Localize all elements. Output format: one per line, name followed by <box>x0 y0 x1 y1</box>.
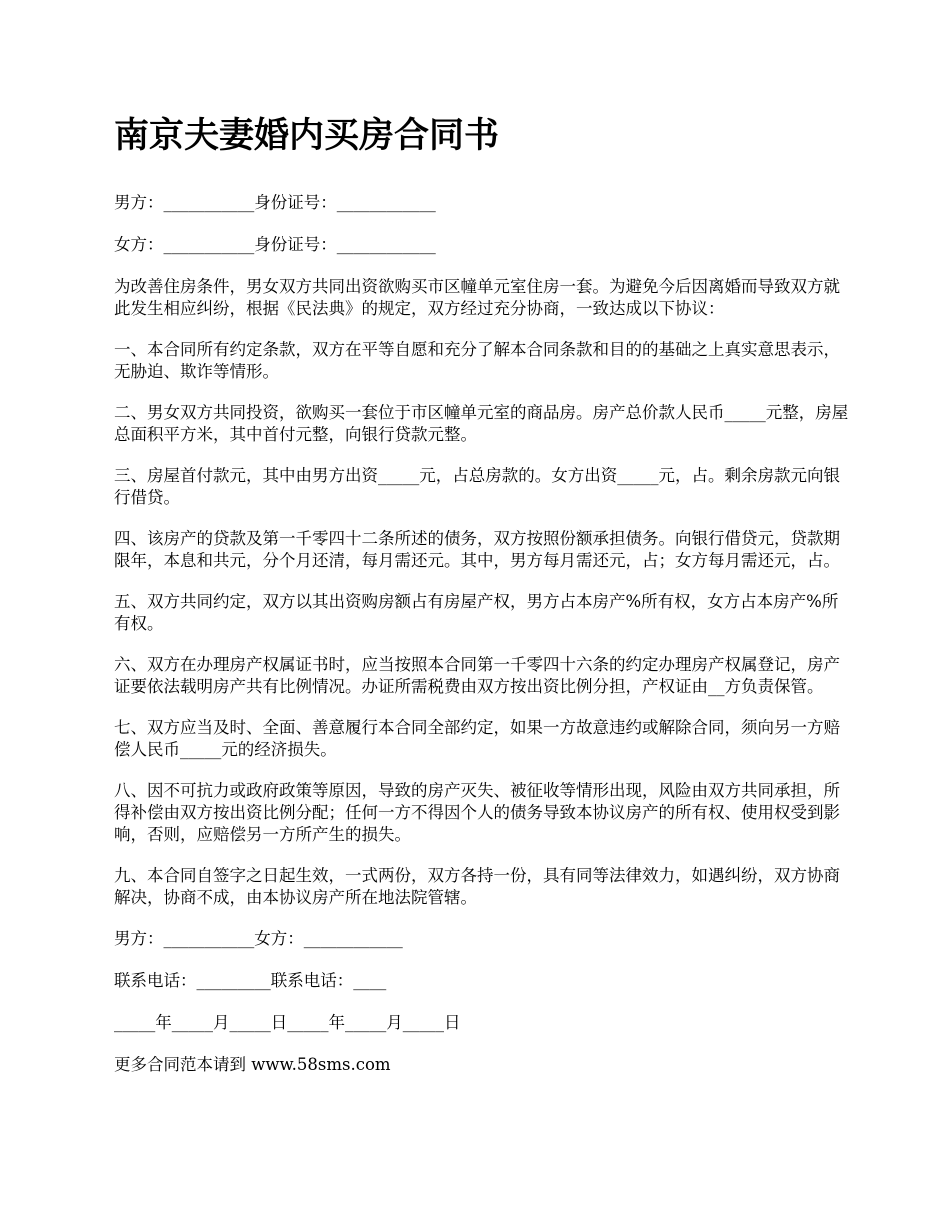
female-party-line: 女方：___________身份证号：____________ <box>114 235 436 254</box>
document-title: 南京夫妻婚内买房合同书 <box>114 115 500 156</box>
clause-4: 四、该房产的贷款及第一千零四十二条所述的债务，双方按照份额承担债务。向银行借贷元，贷款期限年，本息和共元，分个月还清，每月需还元。其中，男方每月需还元，占；女方每月需还元，占。 <box>114 529 840 570</box>
date-line: _____年_____月_____日_____年_____月_____日 <box>114 1013 461 1032</box>
clause-7: 七、双方应当及时、全面、善意履行本合同全部约定，如果一方故意违约或解除合同，须向另一方赔偿人民币_____元的经济损失。 <box>114 718 840 759</box>
clause-3: 三、房屋首付款元，其中由男方出资_____元，占总房款的。女方出资_____元，占。剩余房款元向银行借贷。 <box>114 466 840 507</box>
footer-note: 更多合同范本请到 www.58sms.com <box>114 1055 391 1074</box>
clause-8: 八、因不可抗力或政府政策等原因，导致的房产灭失、被征收等情形出现，风险由双方共同承担，所得补偿由双方按出资比例分配；任何一方不得因个人的债务导致本协议房产的所有权、使用权受到影响，否则，应赔偿另一方所产生的损失。 <box>114 781 840 844</box>
intro-paragraph: 为改善住房条件，男女双方共同出资欲购买市区幢单元室住房一套。为避免今后因离婚而导致双方就此发生相应纠纷，根据《民法典》的规定，双方经过充分协商，一致达成以下协议： <box>114 277 840 318</box>
clause-1: 一、本合同所有约定条款，双方在平等自愿和充分了解本合同条款和目的的基础之上真实意思表示，无胁迫、欺诈等情形。 <box>114 340 840 381</box>
male-party-line: 男方：___________身份证号：____________ <box>114 193 436 212</box>
clause-2: 二、男女双方共同投资，欲购买一套位于市区幢单元室的商品房。房产总价款人民币_____元整，房屋总面积平方米，其中首付元整，向银行贷款元整。 <box>114 403 849 444</box>
phone-line: 联系电话：_________联系电话：____ <box>114 971 387 990</box>
clause-5: 五、双方共同约定，双方以其出资购房额占有房屋产权，男方占本房产%所有权，女方占本房产%所有权。 <box>114 592 839 633</box>
clause-9: 九、本合同自签字之日起生效，一式两份，双方各持一份，具有同等法律效力，如遇纠纷，双方协商解决，协商不成，由本协议房产所在地法院管辖。 <box>114 866 840 907</box>
contract-document <box>114 112 850 1096</box>
clause-6: 六、双方在办理房产权属证书时，应当按照本合同第一千零四十六条的约定办理房产权属登记，房产证要依法载明房产共有比例情况。办证所需税费由双方按出资比例分担，产权证由__方负责保管。 <box>114 655 840 696</box>
signature-line: 男方：___________女方：____________ <box>114 929 403 948</box>
